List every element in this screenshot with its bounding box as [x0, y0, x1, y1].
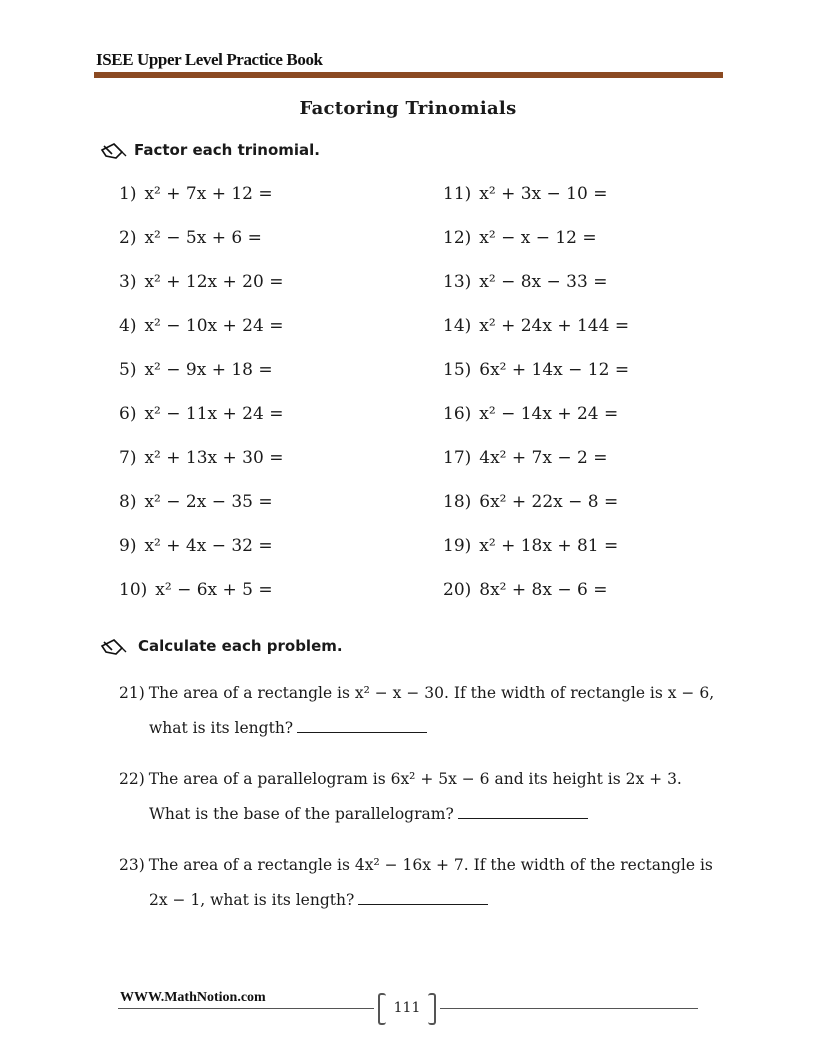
- section-calculate-heading: [100, 636, 343, 656]
- problem-item: [119, 536, 273, 556]
- section-factor-label: Factor each trinomial.: [134, 141, 320, 159]
- word-problem-number: 23): [119, 856, 145, 874]
- problem-item: [119, 448, 283, 468]
- problem-expression: 6x² + 14x − 12 =: [479, 360, 630, 380]
- problem-expression: x² − 14x + 24 =: [479, 404, 619, 424]
- right-brace: [428, 993, 436, 1025]
- problem-expression: x² − 6x + 5 =: [155, 580, 273, 600]
- problem-item: [119, 316, 283, 336]
- problem-expression: x² − 2x − 35 =: [144, 492, 273, 512]
- section-calculate-label: Calculate each problem.: [138, 637, 343, 655]
- problem-item: [443, 316, 629, 336]
- word-problem-text: The area of a rectangle is 4x² − 16x + 7. If the width of the rectangle is: [148, 856, 713, 874]
- problem-item: [119, 492, 273, 512]
- problem-expression: x² + 4x − 32 =: [144, 536, 273, 556]
- word-problem-number: 22): [119, 770, 145, 788]
- footer-rule-left: [118, 1008, 374, 1009]
- problem-number: 9): [119, 536, 137, 556]
- header-rule: [94, 72, 723, 78]
- problem-number: 1): [119, 184, 137, 204]
- problem-expression: x² − 8x − 33 =: [479, 272, 608, 292]
- answer-blank[interactable]: [358, 890, 488, 905]
- word-problem-number: 21): [119, 684, 145, 702]
- problem-expression: x² + 24x + 144 =: [479, 316, 630, 336]
- problem-number: 11): [443, 184, 472, 204]
- footer-website: WWW.MathNotion.com: [120, 990, 266, 1005]
- problem-number: 16): [443, 404, 472, 424]
- problem-number: 13): [443, 272, 472, 292]
- problem-item: [119, 184, 273, 204]
- problem-number: 15): [443, 360, 472, 380]
- section-factor-heading: [100, 140, 320, 160]
- pencil-hand-icon: [100, 636, 130, 656]
- problem-number: 7): [119, 448, 137, 468]
- problem-number: 20): [443, 580, 472, 600]
- word-problem-question: what is its length?: [149, 719, 294, 737]
- word-problem-text: The area of a rectangle is x² − x − 30. If the width of rectangle is x − 6,: [148, 684, 715, 702]
- problem-item: [443, 184, 607, 204]
- word-problem-question: 2x − 1, what is its length?: [149, 891, 355, 909]
- problem-number: 3): [119, 272, 137, 292]
- problem-expression: x² + 18x + 81 =: [479, 536, 619, 556]
- answer-blank[interactable]: [297, 718, 427, 733]
- word-problem: [119, 848, 723, 918]
- problem-expression: x² − 9x + 18 =: [144, 360, 273, 380]
- problem-expression: x² + 12x + 20 =: [144, 272, 284, 292]
- word-problem: [119, 676, 723, 746]
- problem-number: 4): [119, 316, 137, 336]
- problem-expression: x² + 7x + 12 =: [144, 184, 273, 204]
- problem-number: 17): [443, 448, 472, 468]
- problem-item: [443, 228, 597, 248]
- problem-number: 10): [119, 580, 148, 600]
- problem-item: [443, 536, 618, 556]
- problem-number: 14): [443, 316, 472, 336]
- problem-item: [119, 272, 283, 292]
- problem-item: [119, 580, 273, 600]
- book-header-title: ISEE Upper Level Practice Book: [96, 50, 323, 69]
- answer-blank[interactable]: [458, 804, 588, 819]
- problem-item: [119, 360, 273, 380]
- problem-item: [443, 448, 607, 468]
- problem-number: 19): [443, 536, 472, 556]
- problem-expression: 4x² + 7x − 2 =: [479, 448, 608, 468]
- problem-number: 18): [443, 492, 472, 512]
- problem-expression: x² + 13x + 30 =: [144, 448, 284, 468]
- pencil-hand-icon: [100, 140, 130, 160]
- problem-item: [119, 404, 283, 424]
- problem-item: [443, 580, 607, 600]
- problem-expression: x² − 11x + 24 =: [144, 404, 284, 424]
- problem-item: [443, 272, 607, 292]
- page-number-box: [376, 993, 438, 1023]
- word-problem-text: The area of a parallelogram is 6x² + 5x − 6 and its height is 2x + 3.: [148, 770, 682, 788]
- page-title: Factoring Trinomials: [299, 98, 517, 119]
- problem-expression: x² − 10x + 24 =: [144, 316, 284, 336]
- word-problem: [119, 762, 723, 832]
- problem-expression: x² − x − 12 =: [479, 228, 597, 248]
- problem-item: [443, 404, 618, 424]
- problem-item: [119, 228, 262, 248]
- problem-item: [443, 360, 629, 380]
- page-number: 111: [393, 1000, 421, 1016]
- problem-number: 8): [119, 492, 137, 512]
- problem-number: 6): [119, 404, 137, 424]
- problem-number: 12): [443, 228, 472, 248]
- word-problem-question: What is the base of the parallelogram?: [149, 805, 454, 823]
- left-brace: [378, 993, 386, 1025]
- problem-number: 2): [119, 228, 137, 248]
- problem-expression: x² + 3x − 10 =: [479, 184, 608, 204]
- problem-expression: 8x² + 8x − 6 =: [479, 580, 608, 600]
- problem-number: 5): [119, 360, 137, 380]
- problem-expression: x² − 5x + 6 =: [144, 228, 262, 248]
- problem-expression: 6x² + 22x − 8 =: [479, 492, 619, 512]
- problem-item: [443, 492, 618, 512]
- footer-rule-right: [440, 1008, 698, 1009]
